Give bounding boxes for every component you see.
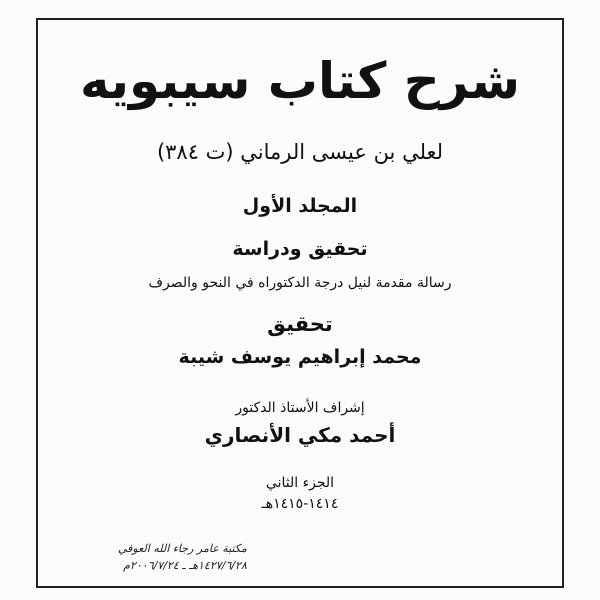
tahqiq-label: تحقيق <box>267 312 333 336</box>
year-range: ١٤١٤-١٤١٥هـ <box>261 496 339 512</box>
supervision-label: إشراف الأستاذ الدكتور <box>235 400 365 416</box>
volume-label: المجلد الأول <box>242 195 358 217</box>
part-label: الجزء الثاني <box>265 475 335 491</box>
book-subtitle: لعلي بن عيسى الرماني (ت ٣٨٤) <box>156 140 444 164</box>
stamp-date: ١٤٢٧/٦/٢٨هـ ـ ٢٠٠٦/٧/٢٤م <box>123 559 247 572</box>
supervisor-name: أحمد مكي الأنصاري <box>204 423 396 447</box>
library-stamp <box>118 540 247 574</box>
library-name: مكتبة عامر رجاء الله العوفي <box>118 542 247 555</box>
study-label: تحقيق ودراسة <box>232 238 368 260</box>
book-title: شرح كتاب سيبويه <box>79 52 521 110</box>
thesis-description: رسالة مقدمة لنيل درجة الدكتوراه في النحو والصرف <box>148 275 452 291</box>
author-name: محمد إبراهيم يوسف شيبة <box>178 346 422 368</box>
